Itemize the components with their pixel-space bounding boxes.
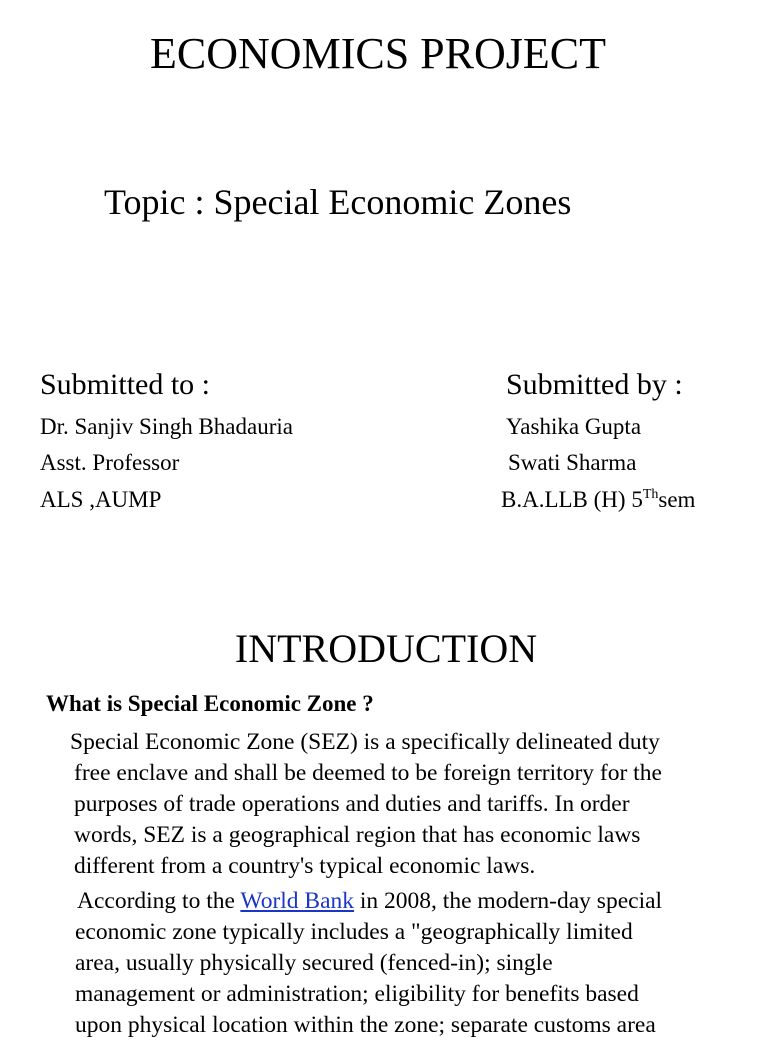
course-suffix: sem <box>658 487 696 512</box>
project-title: ECONOMICS PROJECT <box>150 29 606 78</box>
text-after-link: in 2008, the modern-day special <box>354 888 663 914</box>
project-topic: Topic : Special Economic Zones <box>104 182 572 222</box>
introduction-heading: INTRODUCTION <box>234 626 538 671</box>
text-before-link: According to the <box>77 888 241 914</box>
paragraph-line <box>77 886 662 917</box>
paragraph-line: words, SEZ is a geographical region that has economic laws <box>74 822 641 848</box>
supervisor-institute: ALS ,AUMP <box>40 487 162 512</box>
paragraph-line: economic zone typically includes a "geographically limited <box>75 919 633 945</box>
student-name-2: Swati Sharma <box>508 450 637 475</box>
sez-question: What is Special Economic Zone ? <box>46 691 374 716</box>
paragraph-line: Special Economic Zone (SEZ) is a specifically delineated duty <box>70 729 660 755</box>
course-prefix: B.A.LLB (H) 5 <box>501 487 643 512</box>
supervisor-designation: Asst. Professor <box>40 450 180 475</box>
world-bank-paragraph <box>75 886 662 1041</box>
paragraph-line: different from a country's typical economic laws. <box>74 853 536 879</box>
student-name-1: Yashika Gupta <box>506 414 642 439</box>
course-superscript: Th <box>642 487 659 502</box>
paragraph-line: area, usually physically secured (fenced-in); single <box>75 950 553 976</box>
paragraph-line: purposes of trade operations and duties and tariffs. In order <box>74 791 630 817</box>
supervisor-name: Dr. Sanjiv Singh Bhadauria <box>40 414 293 439</box>
submitted-by-heading: Submitted by : <box>506 368 683 401</box>
paragraph-line: upon physical location within the zone; separate customs area <box>75 1012 656 1038</box>
world-bank-link[interactable]: World Bank <box>240 888 355 914</box>
paragraph-line: management or administration; eligibility for benefits based <box>75 981 639 1007</box>
paragraph-line: free enclave and shall be deemed to be foreign territory for the <box>74 760 662 786</box>
sez-definition-paragraph <box>70 727 662 882</box>
submitted-to-heading: Submitted to : <box>40 368 211 401</box>
student-course <box>501 486 695 514</box>
